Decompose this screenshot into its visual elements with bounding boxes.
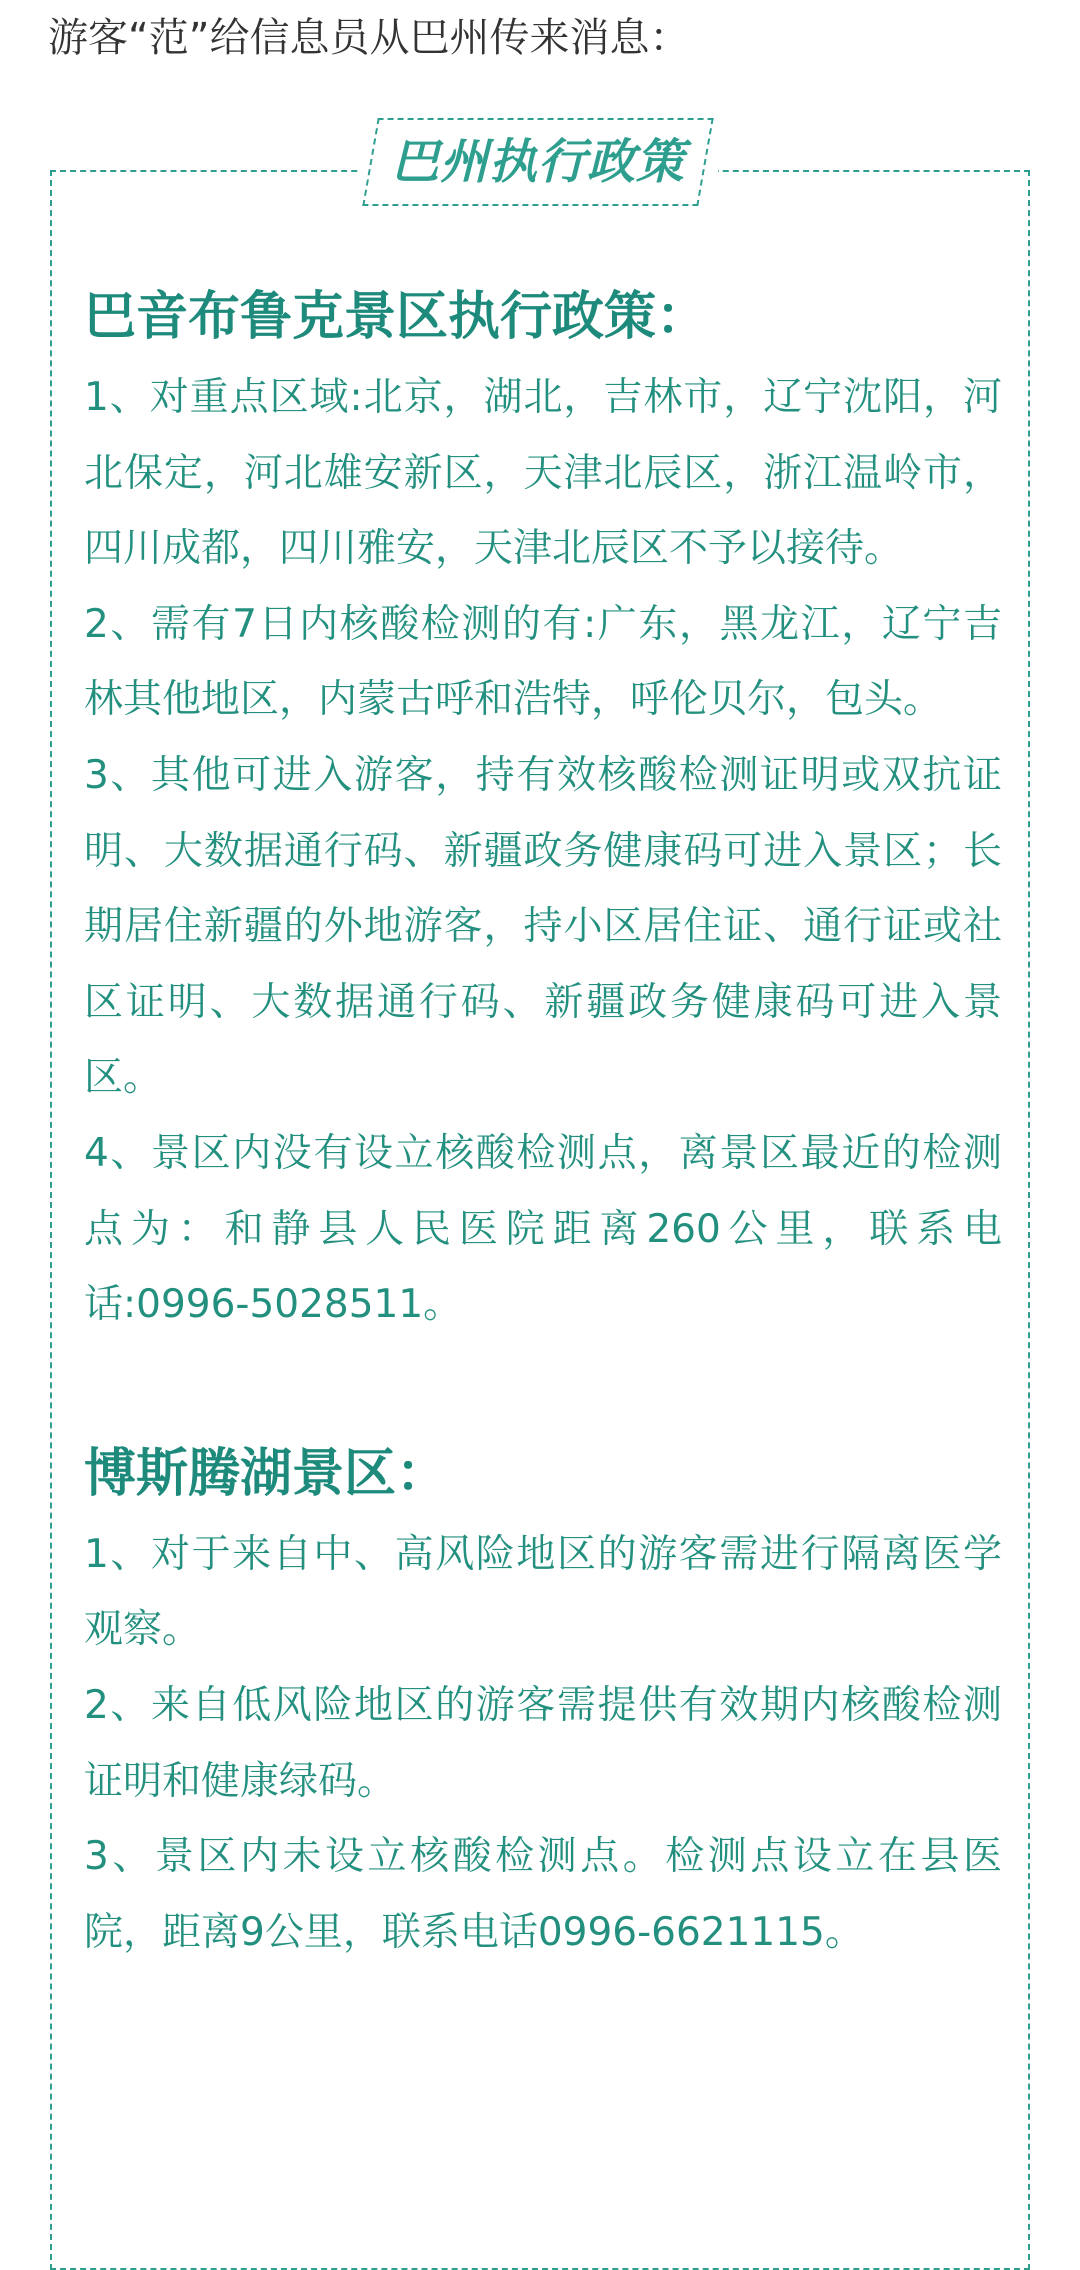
policy-item: 2、需有7日内核酸检测的有:广东，黑龙江，辽宁吉林其他地区，内蒙古呼和浩特，呼伦贝尔，包头。 [84,601,1002,723]
intro-text: 游客“范”给信息员从巴州传来消息： [48,15,690,61]
policy-badge [358,118,718,206]
policy-content [84,282,1002,1970]
section-bayinbuluke [84,282,1002,1343]
badge-title: 巴州执行政策 [390,134,685,190]
policy-item: 4、景区内没有设立核酸检测点，离景区最近的检测点为：和静县人民医院距离260公里，联系电话:0996-5028511。 [84,1130,1002,1328]
section-title: 博斯腾湖景区： [84,1443,449,1504]
policy-item: 3、景区内未设立核酸检测点。检测点设立在县医院，距离9公里，联系电话0996-6621115。 [84,1834,1002,1955]
policy-item: 1、对重点区域:北京，湖北，吉林市，辽宁沈阳，河北保定，河北雄安新区，天津北辰区，浙江温岭市，四川成都，四川雅安，天津北辰区不予以接待。 [84,375,1002,572]
section-bositenghu [84,1439,1002,1971]
section-title: 巴音布鲁克景区执行政策： [84,287,709,347]
policy-item: 3、其他可进入游客，持有效核酸检测证明或双抗证明、大数据通行码、新疆政务健康码可进入景区；长期居住新疆的外地游客，持小区居住证、通行证或社区证明、大数据通行码、新疆政务健康码可进入景区。 [84,752,1002,1101]
policy-item: 1、对于来自中、高风险地区的游客需进行隔离医学观察。 [84,1531,1002,1653]
policy-item: 2、来自低风险地区的游客需提供有效期内核酸检测证明和健康绿码。 [84,1682,1002,1804]
